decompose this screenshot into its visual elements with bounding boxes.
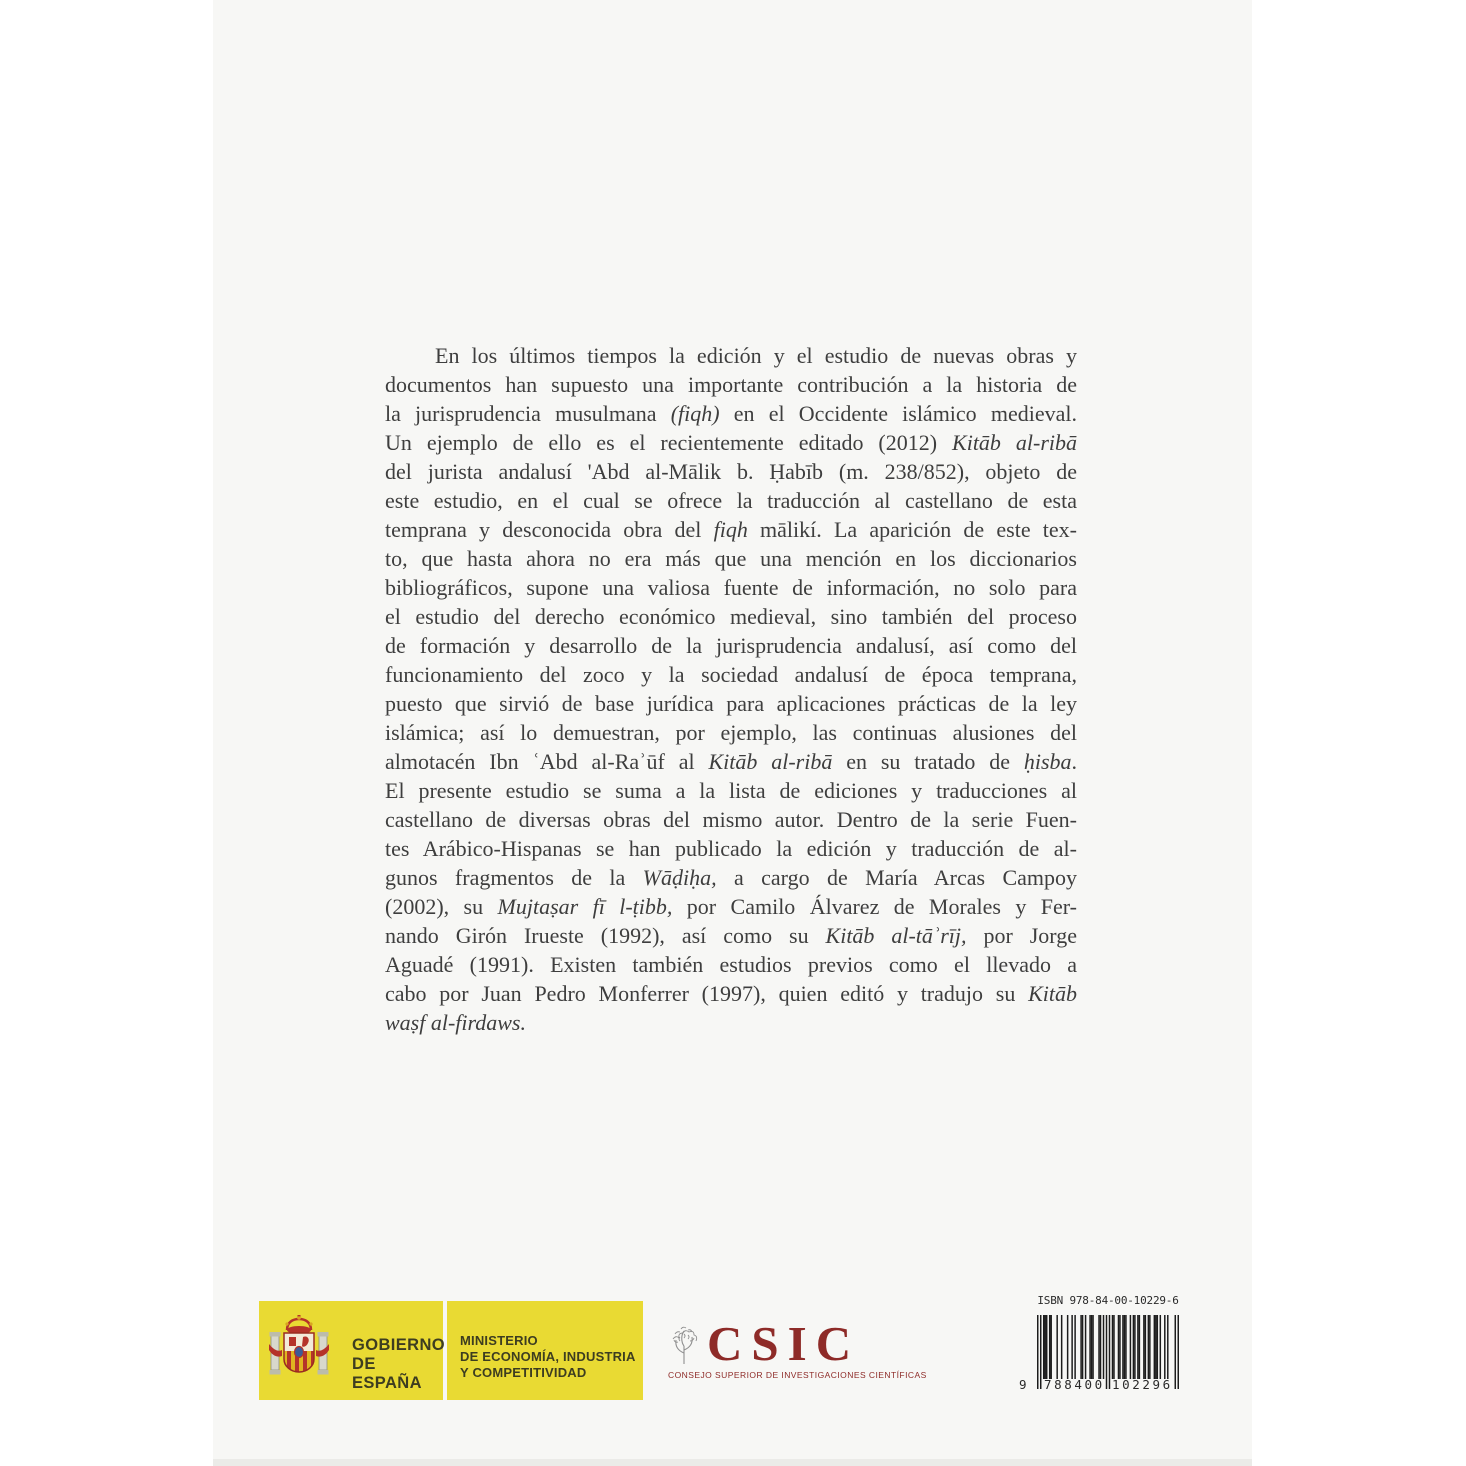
text-line: Aguadé (1991). Existen también estudios previos como el llevado a	[385, 952, 1077, 977]
text-line: documentos han supuesto una importante contribución a la historia de	[385, 372, 1077, 397]
spain-coat-of-arms-icon	[268, 1314, 330, 1393]
text-line: la jurisprudencia musulmana (fiqh) en el Occidente islámico medieval.	[385, 401, 1077, 426]
text-line: tes Arábico-Hispanas se han publicado la edición y traducción de al-	[385, 836, 1077, 861]
text-line: (2002), su Mujtaṣar fī l-ṭibb, por Camilo Álvarez de Morales y Fer-	[385, 894, 1077, 919]
body-text	[385, 341, 1077, 1037]
csic-tree-icon	[668, 1325, 700, 1370]
text-line: este estudio, en el cual se ofrece la traducción al castellano de esta	[385, 488, 1077, 513]
government-label-line1: GOBIERNO	[352, 1336, 446, 1354]
text-line: El presente estudio se suma a la lista de ediciones y traducciones al	[385, 778, 1077, 803]
government-label-line2: DE ESPAÑA	[352, 1355, 422, 1392]
text-line: cabo por Juan Pedro Monferrer (1997), quien editó y tradujo su Kitāb	[385, 981, 1077, 1006]
text-line: el estudio del derecho económico medieval, sino también del proceso	[385, 604, 1077, 629]
page-bottom-edge	[213, 1459, 1252, 1466]
text-line: del jurista andalusí 'Abd al-Mālik b. Ḥabīb (m. 238/852), objeto de	[385, 459, 1077, 484]
csic-full-name: CONSEJO SUPERIOR DE INVESTIGACIONES CIENTÍFICAS	[668, 1370, 927, 1380]
text-line: gunos fragmentos de la Wāḍiḥa, a cargo de María Arcas Campoy	[385, 865, 1077, 890]
ministry-label	[460, 1333, 636, 1381]
isbn-label: ISBN 978-84-00-10229-6	[1037, 1294, 1179, 1307]
text-line: de formación y desarrollo de la jurisprudencia andalusí, así como del	[385, 633, 1077, 658]
barcode-digits-right: 102296	[1112, 1377, 1173, 1392]
text-line: to, que hasta ahora no era más que una mención en los diccionarios	[385, 546, 1077, 571]
text-line: Un ejemplo de ello es el recientemente editado (2012) Kitāb al-ribā	[385, 430, 1077, 455]
text-line: islámica; así lo demuestran, por ejemplo, las continuas alusiones del	[385, 720, 1077, 745]
ministry-label-line1: MINISTERIO	[460, 1333, 538, 1348]
government-label	[352, 1336, 445, 1393]
text-line: puesto que sirvió de base jurídica para aplicaciones prácticas de la ley	[385, 691, 1077, 716]
text-line: En los últimos tiempos la edición y el estudio de nuevas obras y	[435, 343, 1077, 368]
text-line: waṣf al-firdaws.	[385, 1010, 526, 1035]
text-line: funcionamiento del zoco y la sociedad andalusí de época temprana,	[385, 662, 1077, 687]
barcode-digit-lead: 9	[1019, 1377, 1027, 1392]
ministry-label-line2: DE ECONOMÍA, INDUSTRIA	[460, 1349, 636, 1364]
text-line: nando Girón Irueste (1992), así como su Kitāb al-tāʾrīj, por Jorge	[385, 923, 1077, 948]
barcode-digits-left: 788400	[1044, 1377, 1105, 1392]
text-line: bibliográficos, supone una valiosa fuente de información, no solo para	[385, 575, 1077, 600]
csic-logo: CSIC	[707, 1316, 861, 1371]
government-banner-right	[447, 1301, 643, 1400]
government-banner-left	[259, 1301, 446, 1400]
cover-page	[213, 0, 1252, 1466]
text-line: almotacén Ibn ʿAbd al-Raʾūf al Kitāb al-ribā en su tratado de ḥisba.	[385, 749, 1077, 774]
ministry-label-line3: Y COMPETITIVIDAD	[460, 1365, 587, 1380]
text-line: castellano de diversas obras del mismo autor. Dentro de la serie Fuen-	[385, 807, 1077, 832]
text-line: temprana y desconocida obra del fiqh mālikí. La aparición de este tex-	[385, 517, 1077, 542]
